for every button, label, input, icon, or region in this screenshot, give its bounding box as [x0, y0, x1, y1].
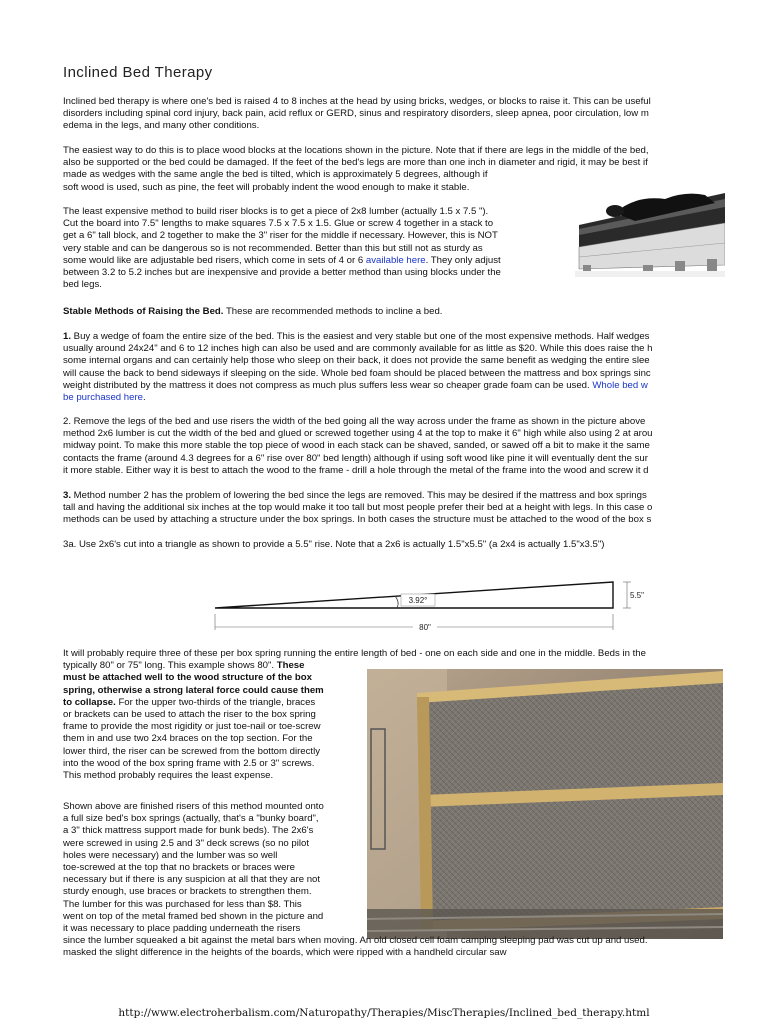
text-line: a 3" thick mattress support made for bunk beds). The 2x6's	[63, 825, 314, 837]
text-line: method 2x6 lumber is cut the width of the bed and glued or screwed together using 4 at the top to make it 6" high while also using 2 at arou	[63, 428, 653, 440]
rise-label: 5.5"	[630, 591, 644, 600]
text-line: It will probably require three of these per box spring running the entire length of bed - one on each side and one in the middle. Beds in the	[63, 648, 646, 659]
text-span: typically 80" or 75" long. This example shows 80".	[63, 660, 277, 672]
text-line: 3a. Use 2x6's cut into a triangle as shown to provide a 5.5" rise. Note that a 2x6 is actually 1.5"x5.5" (a 2x4 is actually 1.5"x3.5")	[63, 539, 605, 550]
method-3-paragraph	[63, 490, 652, 527]
text-span: . They only adjust	[425, 254, 501, 266]
text-line: holes were necessary) and the lumber was so well	[63, 849, 278, 861]
whole-bed-wedge-link[interactable]: Whole bed w	[592, 379, 648, 391]
text-line: usually around 24x24" and 6 to 12 inches high can also be used and are commonly available for as little as $20. While this does raise the h	[63, 343, 653, 355]
stable-methods-intro	[63, 306, 442, 318]
method-2-paragraph	[63, 416, 653, 477]
text-line: 2. Remove the legs of the bed and use risers the width of the bed going all the way across under the frame as shown in the picture above	[63, 416, 646, 427]
method-number: 3.	[63, 490, 72, 501]
text-line: methods can be used by attaching a structure under the box springs. In both cases the structure must be attached to the wood of the box s	[63, 514, 652, 526]
text-line: frame to provide the most rigidity or just toe-nail or toe-screw	[63, 721, 321, 733]
text-line: since the lumber squeaked a bit against the metal bars when moving. An old closed cell foam camping sleeping pad was cut up and used.	[63, 935, 648, 947]
text-span: some would like are adjustable bed risers, which come in sets of 4 or 6	[63, 254, 366, 266]
text-line: tall and having the additional six inches at the top would make it too tall but most people prefer their bed at a height with legs. In this case o	[63, 502, 653, 514]
text-line: it was necessary to place padding underneath the risers	[63, 923, 301, 935]
method-3a-paragraph	[63, 539, 604, 551]
method-number: 1.	[63, 331, 72, 342]
text-line: between 3.2 to 5.2 inches but are inexpensive and provide a better method than using blocks under the	[63, 267, 501, 279]
text-line: some internal organs and can certainly help those who sleep on their back, it does not provide the same benefit as wedging the entire slee	[63, 355, 650, 367]
text-line: it more stable. Either way it is best to attach the wood to the frame - drill a hole through the metal of the frame into the wood and screw it d	[63, 464, 649, 476]
available-here-link[interactable]: available here	[365, 254, 426, 266]
text-line: Shown above are finished risers of this method mounted onto	[63, 801, 324, 812]
bold-text: spring, otherwise a strong lateral force could cause them	[63, 684, 324, 696]
triangle-riser-diagram	[205, 574, 645, 634]
text-line: disorders including spinal cord injury, back pain, acid reflux or GERD, sinus and respiratory disorders, sleep apnea, poor circulation, low m	[63, 108, 649, 120]
text-span: These are recommended methods to incline a bed.	[223, 306, 443, 317]
finished-risers-paragraph	[63, 801, 648, 960]
text-line: get a 6" tall block, and 2 together to make the 3" riser for the middle if necessary. However, this is NOT	[63, 230, 498, 242]
text-line: also be supported or the bed could be damaged. If the feet of the bed's legs are more than one inch in diameter and rigid, it may be best if	[63, 157, 648, 169]
angle-label: 3.92°	[408, 596, 428, 605]
text-line: toe-screwed at the top that no brackets or braces were	[63, 862, 295, 874]
text-line: into the wood of the box spring frame with 2.5 or 3" screws.	[63, 757, 315, 769]
page-title: Inclined Bed Therapy	[63, 64, 213, 81]
riser-blocks-paragraph	[63, 206, 501, 291]
text-line: went on top of the metal framed bed shown in the picture and	[63, 910, 324, 922]
text-span: Method number 2 has the problem of lowering the bed since the legs are removed. This may be desired if the mattress and box springs	[71, 490, 647, 501]
text-line: The lumber for this was purchased for less than $8. This	[63, 898, 302, 910]
text-line: This method probably requires the least expense.	[63, 770, 274, 782]
text-line: bed legs.	[63, 279, 102, 291]
text-line: them in and use two 2x4 braces on the top section. For the	[63, 733, 313, 745]
text-line	[63, 255, 501, 267]
text-line: very stable and can be dangerous so is not recommended. Better than this but still not as sturdy as	[63, 242, 483, 254]
footer-url: http://www.electroherbalism.com/Naturopathy/Therapies/MiscTherapies/Inclined_bed_therapy.html	[118, 1007, 650, 1019]
method-1-paragraph	[63, 331, 653, 404]
text-line: The least expensive method to build riser blocks is to get a piece of 2x8 lumber (actually 1.5 x 7.5 ").	[63, 206, 489, 217]
bold-text: to collapse.	[63, 696, 116, 708]
wood-blocks-paragraph	[63, 145, 649, 194]
text-span: Buy a wedge of foam the entire size of the bed. This is the easiest and very stable but one of the most expensive methods. Half wedges	[71, 331, 650, 342]
length-label: 80"	[419, 623, 431, 632]
inclined-bed-photo	[575, 173, 725, 277]
text-line: necessary but if there is any suspicion at all that they are not	[63, 874, 321, 886]
text-line: lower third, the riser can be screwed from the bottom directly	[63, 745, 321, 757]
text-line: soft wood is used, such as pine, the feet will probably indent the wood enough to make it stable.	[63, 181, 470, 193]
purchase-link[interactable]: be purchased here	[63, 392, 144, 404]
bold-text: must be attached well to the wood structure of the box	[63, 672, 312, 684]
text-line: will cause the back to bend sideways if sleeping on the side. Whole bed foam should be placed between the mattress and box springs sinc	[63, 367, 651, 379]
text-line: masked the slight difference in the heights of the boards, which were ripped with a handheld circular saw	[63, 947, 507, 959]
text-line: Inclined bed therapy is where one's bed is raised 4 to 8 inches at the head by using bricks, wedges, or blocks to raise it. This can be useful	[63, 96, 651, 107]
text-line: or brackets can be used to attach the riser to the box spring	[63, 709, 316, 721]
text-line: made as wedges with the same angle the bed is tilted, which is approximately 5 degrees, although if	[63, 169, 488, 181]
text-line: Cut the board into 7.5" lengths to make squares 7.5 x 7.5 x 1.5. Glue or screw 4 together in a stack to	[63, 218, 494, 230]
text-span: For the upper two-thirds of the triangle, braces	[115, 696, 316, 708]
section-heading: Stable Methods of Raising the Bed.	[63, 306, 224, 317]
text-line: contacts the frame (around 4.3 degrees for a 6" rise over 80" bed length) although if using soft wood like pine it will eventually dent the sur	[63, 452, 648, 464]
text-span: weight distributed by the mattress it does not compress as much plus suffers less wear so cheaper grade foam can be used.	[63, 379, 593, 391]
text-line: were screwed in using 2.5 and 3" deck screws (so no pilot	[63, 837, 310, 849]
text-line: a full size bed's box springs (actually, that's a "bunky board",	[63, 813, 319, 825]
text-span: .	[143, 392, 146, 404]
text-line: midway point. To make this more stable the top piece of wood in each stack can be shaved, sanded, or sawed off a bit to make it the same	[63, 440, 650, 452]
text-line: The easiest way to do this is to place wood blocks at the locations shown in the picture. Note that if there are legs in the middle of the bed,	[63, 145, 649, 156]
bold-text: These	[276, 660, 305, 672]
intro-paragraph	[63, 96, 651, 133]
text-line: edema in the legs, and many other conditions.	[63, 120, 260, 132]
text-line: sturdy enough, use braces or brackets to strengthen them.	[63, 886, 312, 898]
